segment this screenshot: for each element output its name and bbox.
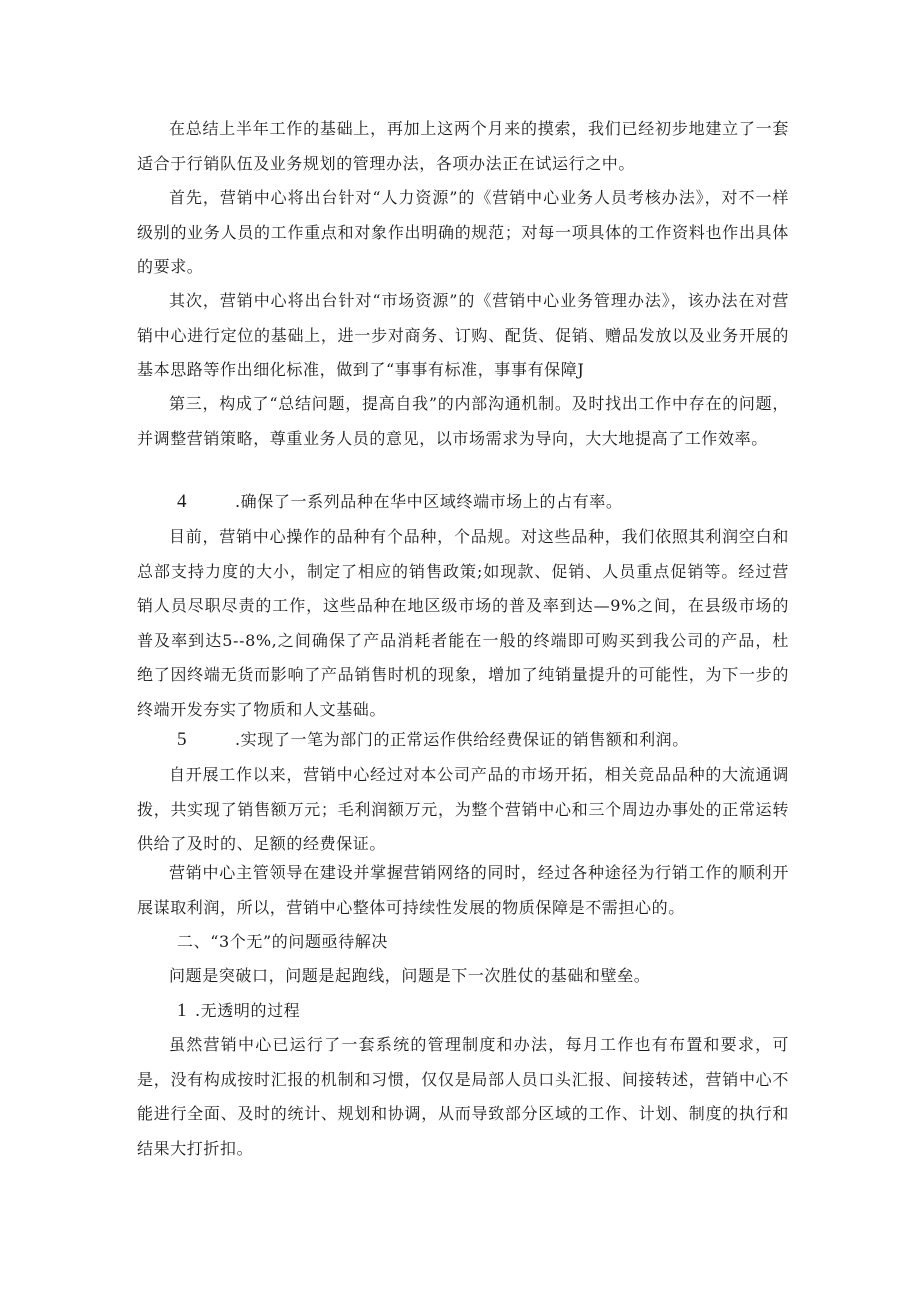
paragraph-second-market: 其次，营销中心将出台针对“市场资源”的《营销中心业务管理办法》，该办法在对营销中心进行定位的基础上，进一步对商务、订购、配货、促销、赠品发放以及业务开展的基本思路等作出细化标准，做到了“事事有标准，事事有保障J — [137, 291, 789, 379]
paragraph-first-hr: 首先，营销中心将出台针对“人力资源”的《营销中心业务人员考核办法》，对不一样级别的业务人员的工作重点和对象作出明确的规范；对每一项具体的工作资料也作出具体的要求。 — [137, 188, 789, 276]
heading-text: .实现了一笔为部门的正常运作供给经费保证的销售额和利润。 — [235, 730, 689, 749]
heading-item-1 — [137, 994, 789, 1029]
paragraph-sales-revenue: 自开展工作以来，营销中心经过对本公司产品的市场开拓，相关竞品品种的大流通调拨，共实现了销售额万元；毛利润额万元，为整个营销中心和三个周边办事处的正常运转供给了及时的、足额的经费保证。 — [137, 765, 789, 853]
section-heading-problems: 二、“3个无”的问题亟待解决 — [177, 932, 388, 951]
paragraph-leadership-profit: 营销中心主管领导在建设并掌握营销网络的同时，经过各种途径为行销工作的顺利开展谋取利润，所以，营销中心整体可持续性发展的物质保障是不需担心的。 — [137, 863, 789, 917]
paragraph-no-transparency: 虽然营销中心已运行了一套系统的管理制度和办法，每月工作也有布置和要求，可是，没有构成按时汇报的机制和习惯，仅仅是局部人员口头汇报、间接转述，营销中心不能进行全面、及时的统计、规划和协调，从而导致部分区域的工作、计划、制度的执行和结果大打折扣。 — [137, 1035, 789, 1158]
heading-number: 4 — [177, 491, 188, 512]
heading-text: .无透明的过程 — [195, 1001, 301, 1020]
heading-text: .确保了一系列品种在华中区域终端市场上的占有率。 — [235, 492, 623, 511]
heading-item-4 — [137, 485, 789, 520]
paragraph-third-communication: 第三，构成了“总结问题，提高自我”的内部沟通机制。及时找出工作中存在的问题，并调整营销策略，尊重业务人员的意见，以市场需求为导向，大大地提高了工作效率。 — [137, 394, 789, 448]
paragraph-product-coverage: 目前，营销中心操作的品种有个品种，个品规。对这些品种，我们依照其利润空白和总部支持力度的大小，制定了相应的销售政策;如现款、促销、人员重点促销等。经过营销人员尽职尽责的工作，这些品种在地区级市场的普及率到达—9%之间，在县级市场的普及率到达5--8%,之间确保了产品消耗者能在一般的终端即可购买到我公司的产品，杜绝了因终端无货而影响了产品销售时机的现象，增加了纯销量提升的可能性，为下一步的终端开发夯实了物质和人文基础。 — [137, 527, 789, 719]
paragraph-problems-intro: 问题是突破口，问题是起跑线，问题是下一次胜仗的基础和壁垒。 — [169, 966, 651, 985]
paragraph-management-methods: 在总结上半年工作的基础上，再加上这两个月来的摸索，我们已经初步地建立了一套适合于行销队伍及业务规划的管理办法，各项办法正在试运行之中。 — [137, 119, 789, 173]
heading-number: 5 — [177, 729, 188, 750]
heading-number: 1 — [177, 1000, 188, 1021]
heading-item-5 — [137, 723, 789, 758]
